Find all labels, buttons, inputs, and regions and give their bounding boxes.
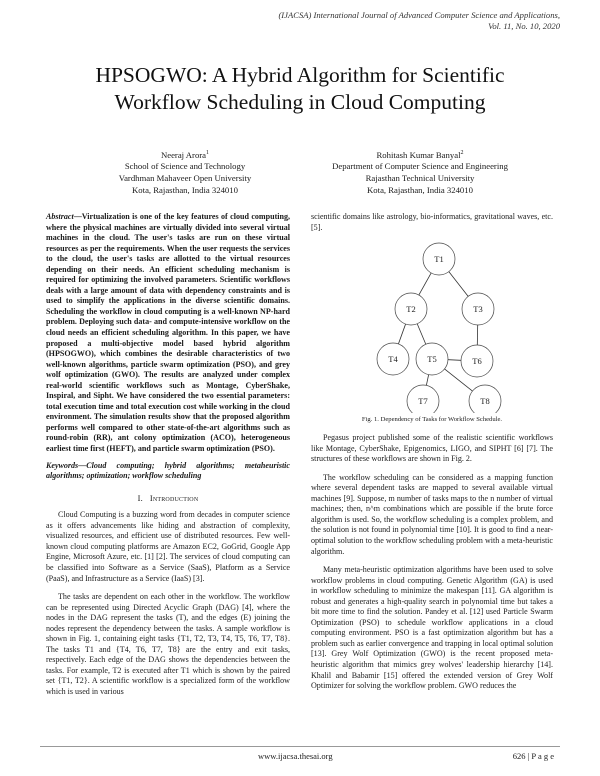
- journal-url[interactable]: www.ijacsa.thesai.org: [258, 751, 333, 761]
- author-block-1: [78, 148, 292, 196]
- author-name: Rohitash Kumar Banyal$^2$: [376, 149, 464, 160]
- author-org: Vardhman Mahaveer Open University: [118, 173, 252, 184]
- page-number: 626 | P a g e: [512, 751, 554, 761]
- paragraph: The workflow scheduling can be considered as a mapping function where several dependent tasks are mapped to several available virtual machines [9]. Suppose, m number of tasks maps to the n number of virtual machines; then, n^m combinations which are possible if the brute force algorithm is used. So, the workflow scheduling is a complex problem, and the solution is not found in polynomial time [10]. It is good to find a near-optimal solution to the workflow scheduling problem with a meta-heuristic algorithm.: [311, 472, 553, 556]
- paper-title: [40, 62, 560, 116]
- author-name: Neeraj Arora$^1$: [160, 149, 210, 160]
- node-label-T1: T1: [434, 254, 444, 265]
- journal-header: [220, 10, 560, 32]
- journal-line-2: Vol. 11, No. 10, 2020: [488, 21, 560, 31]
- edge-T2-T4: [398, 324, 405, 344]
- edge-T5-T7: [426, 375, 428, 386]
- author-address: Kota, Rajasthan, India 324010: [367, 184, 473, 195]
- author-dept: Department of Computer Science and Engineering: [332, 161, 508, 172]
- paragraph: scientific domains like astrology, bio-informatics, gravitational waves, etc. [5].: [311, 212, 553, 232]
- node-label-T5: T5: [427, 354, 437, 365]
- node-label-T8: T8: [480, 396, 490, 407]
- footer-divider: [40, 746, 560, 747]
- keywords: Keywords—Cloud computing; hybrid algorithms; metaheuristic algorithms; optimization; workflow scheduling: [46, 460, 290, 481]
- paragraph: Pegasus project published some of the realistic scientific workflows like Montage, CyberShake, Epigenomics, LIGO, and SIPHT [6] [7]. The structures of these workflows are shown in Fig. 2.: [311, 433, 553, 464]
- node-label-T6: T6: [472, 356, 482, 367]
- title-line-1: HPSOGWO: A Hybrid Algorithm for Scientific: [95, 63, 505, 87]
- figure-caption: Fig. 1. Dependency of Tasks for Workflow Schedule.: [361, 416, 503, 424]
- dag-diagram: [311, 237, 553, 413]
- abstract: Abstract—Virtualization is one of the key features of cloud computing, where the physical machines are virtually divided into several virtual machines in the cloud. The user's tasks are run on these virtual resources as per the requirements. When the user requests the services to the cloud, the user's tasks are allotted to the virtual resources depending on their needs. An efficient scheduling mechanism is required for optimizing the involved parameters. Scientific workflows deals with a large amount of data with dependency constraints and is used to simplify the applications in the diverse scientific domains. Scheduling the workflow in cloud computing is a well-known NP-hard problem. Deploying such data- and compute-intensive workflow on the cloud needs an efficient scheduling algorithm. In this paper, we have proposed a multi-objective model based hybrid algorithm (HPSOGWO), which combines the desirable characteristics of two well-known algorithms, particle swarm optimization (PSO), and grey wolf optimization (GWO). The results are analyzed under complex real-world scientific workflows such as Montage, CyberShake, Inspiral, and Sipht. We have considered the two essential parameters: total execution time and total execution cost while working in the cloud environment. The simulation results show that the proposed algorithm performs well compared to other state-of-the-art algorithms such as round-robin (RR), ant colony optimization (ACO), heterogeneous earliest time first (HEFT), and particle swarm optimization (PSO).: [46, 212, 290, 454]
- author-org: Rajasthan Technical University: [365, 173, 475, 184]
- edge-T2-T5: [417, 324, 426, 344]
- journal-line-1: (IJACSA) International Journal of Advanced Computer Science and Applications,: [278, 10, 560, 20]
- node-label-T3: T3: [473, 304, 483, 315]
- paragraph: Cloud Computing is a buzzing word from decades in computer science as it offers advancements like hiding and abstraction of complexity, visualized resources, and efficient use of distributed resources. Few well-known cloud computing platforms are Amazon EC2, GoGrid, Google App Engine, Microsoft Azure, etc. [1] [2]. The services of cloud computing can be classified into Software as a Service (SaaS), Platform as a Service (PaaS), and Infrastructure as a Service (IaaS) [3].: [46, 510, 290, 583]
- author-address: Kota, Rajasthan, India 324010: [132, 184, 238, 195]
- paragraph: Many meta-heuristic optimization algorithms have been used to solve workflow problems in cloud computing. Genetic Algorithm (GA) is used in workflow scheduling to minimize the makespan [11]. GA algorithm is robust and generates a high-quality search in polynomial time but takes a bit more time to find the solution. Pandey et al. [12] used Particle Swarm Optimization (PSO) to schedule workflow applications in a cloud computing environment. PSO is a fast optimization algorithm but has a problem such as earlier convergence and trapping in local optimal solution [13]. Grey Wolf Optimization (GWO) is the recent proposed meta-heuristic algorithm that mimics grey wolves' leadership hierarchy [14]. Khalil and Babamir [15] offered the extended version of Grey Wolf Optimizer for solving the workflow problem. GWO reduces the: [311, 565, 553, 691]
- paragraph: The tasks are dependent on each other in the workflow. The workflow can be represented using Directed Acyclic Graph (DAG) [4], where the nodes in the DAG represent the tasks (T), and the edges (E) joining the nodes represent the dependency between the tasks. A sample workflow is shown in Fig. 1, containing eight tasks {T1, T2, T3, T4, T5, T6, T7, T8}. The tasks T1 and {T4, T6, T7, T8} are the entry and exit tasks, respectively. Each edge of the DAG shows the dependencies between the tasks. For example, T2 is executed after T1 which is shown by the paired set {T1, T2}. A scientific workflow is a specialized form of the workflow which is used in various: [46, 592, 290, 696]
- node-label-T2: T2: [406, 304, 416, 315]
- node-label-T7: T7: [418, 396, 428, 407]
- title-line-2: Workflow Scheduling in Cloud Computing: [114, 90, 486, 114]
- edge-T1-T2: [419, 273, 431, 295]
- node-label-T4: T4: [388, 354, 398, 365]
- author-dept: School of Science and Technology: [124, 161, 246, 172]
- author-block-2: [300, 148, 540, 196]
- edge-T5-T6: [448, 360, 461, 361]
- section-heading-introduction: I. Introduction: [137, 493, 199, 503]
- figure-1: [311, 237, 553, 425]
- edge-T1-T3: [449, 272, 468, 297]
- right-column: [311, 212, 553, 692]
- left-column: [46, 212, 290, 698]
